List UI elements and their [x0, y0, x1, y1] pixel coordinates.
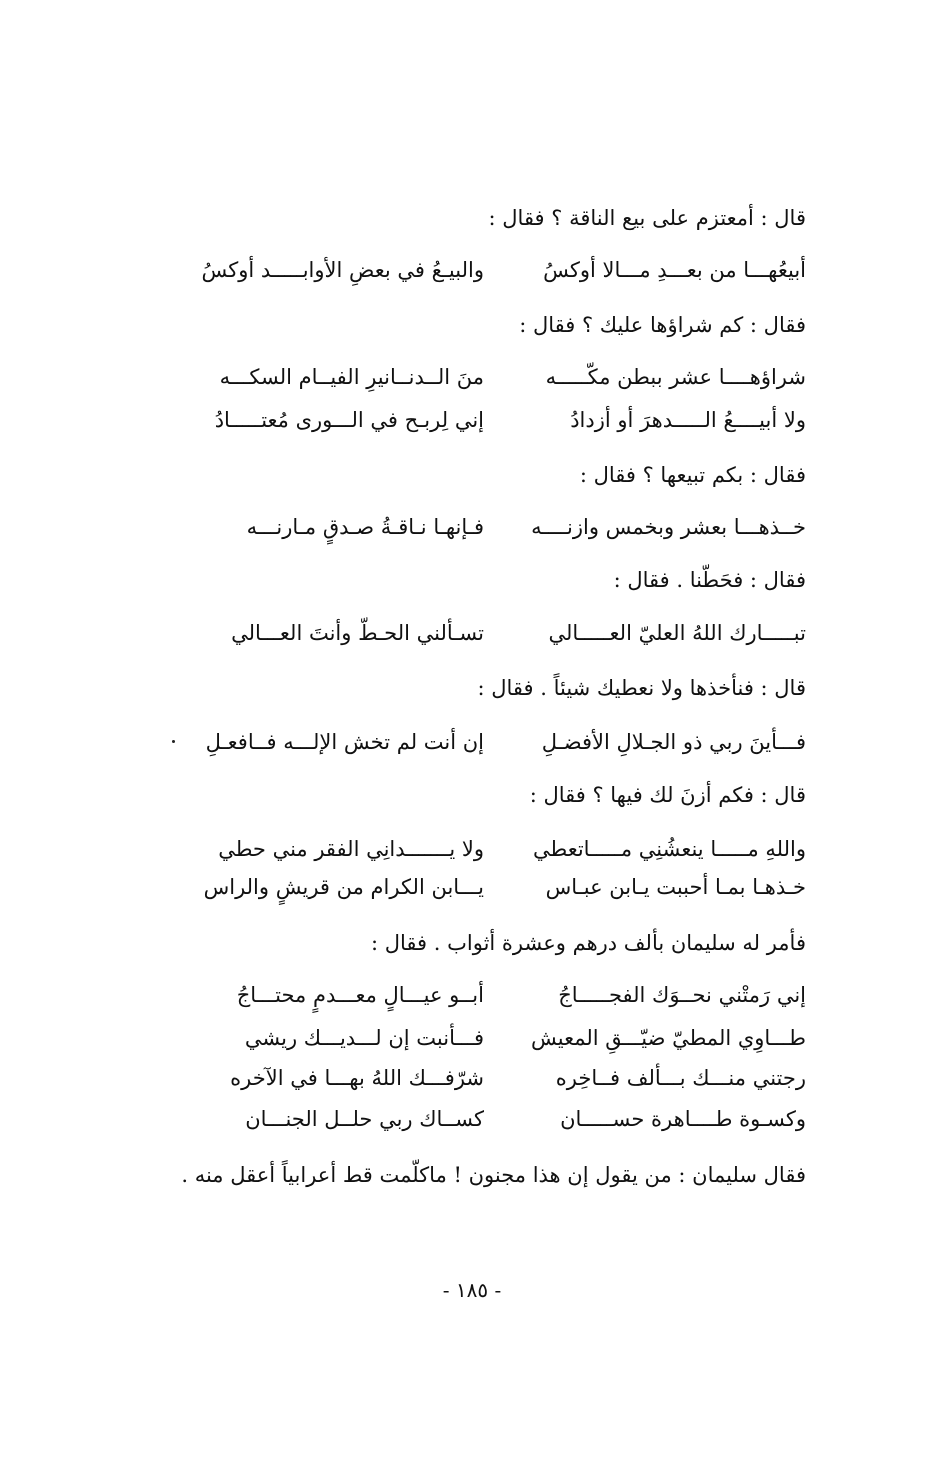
page-number: - ١٨٥ -	[442, 1278, 502, 1302]
prose-line: قال : فكم أزنَ لك فيها ؟ فقال :	[529, 783, 806, 807]
verse-second-hemistich: منَ الــدنــانيرِ الفيــام السكـــه	[219, 365, 484, 389]
verse-first-hemistich: واللهِ مـــــا ينعشُنِي مـــــاتعطي	[532, 837, 806, 861]
verse-second-hemistich: إني لِربـح في الـــورى مُعتـــــادُ	[214, 408, 484, 432]
verse-first-hemistich: أبيعُهـــا من بعـــدِ مـــالا أوكسُ	[543, 258, 806, 282]
verse-first-hemistich: خـذهـا بمـا أحببت يـابن عبـاس	[545, 875, 806, 899]
verse-second-hemistich: شرّفـــك اللهُ بهـــا في الآخره	[230, 1066, 484, 1090]
verse-second-hemistich: فـإنهـا نـاقـةُ صـدقٍ مـارنـــه	[246, 515, 484, 539]
verse-first-hemistich: ولا أبيــــعُ الـــــدهرَ أو أزدادُ	[570, 408, 806, 432]
verse-first-hemistich: إني رَمتْني نحــوَك الفجـــــاجُ	[558, 983, 806, 1007]
verse-first-hemistich: خــذهـــا بعشر وبخمس وازنــــه	[531, 515, 806, 539]
verse-first-hemistich: شراؤهــــا عشر ببطن مكّـــــه	[545, 365, 806, 389]
stray-mark	[172, 740, 175, 743]
prose-line: قال : فنأخذها ولا نعطيك شيئاً . فقال :	[477, 676, 806, 700]
verse-second-hemistich: ولا يـــــــدانِي الفقر مني حطي	[218, 837, 484, 861]
verse-second-hemistich: إن أنت لم تخش الإلـــه فــافعـلِ	[205, 730, 484, 754]
verse-first-hemistich: فـــأينَ ربي ذو الجـلالِ الأفضـلِ	[541, 730, 806, 754]
prose-line: فأمر له سليمان بألف درهم وعشرة أثواب . فقال :	[371, 931, 806, 955]
verse-first-hemistich: رجتني منـــك بـــألف فــاخِره	[555, 1066, 806, 1090]
prose-line: فقال : بكم تبيعها ؟ فقال :	[579, 463, 806, 487]
verse-first-hemistich: تبـــــارك اللهُ العليّ العـــــالي	[548, 621, 806, 645]
verse-second-hemistich: يـــابن الكرام من قريشٍ والراس	[203, 875, 484, 899]
prose-line: فقال سليمان : من يقول إن هذا مجنون ! ماكلّمت قط أعرابياً أعقل منه .	[181, 1163, 806, 1187]
verse-second-hemistich: فـــأنبت إن لـــديـــك ريشي	[244, 1026, 484, 1050]
verse-second-hemistich: والبيـعُ في بعضِ الأوابـــــد أوكسُ	[201, 258, 484, 282]
prose-line: فقال : فحَطّنا . فقال :	[613, 568, 806, 592]
verse-first-hemistich: وكسـوة طــــاهرة حســـــان	[560, 1107, 806, 1131]
prose-line: فقال : كم شراؤها عليك ؟ فقال :	[519, 313, 806, 337]
verse-second-hemistich: كســاك ربي حلــل الجنـــان	[245, 1107, 484, 1131]
prose-line: قال : أمعتزم على بيع الناقة ؟ فقال :	[488, 206, 806, 230]
verse-second-hemistich: أبــو عيـــالٍ معـــدمٍ محتـــاجُ	[236, 983, 484, 1007]
verse-first-hemistich: طـــاوِي المطيّ ضيّـــقِ المعيش	[530, 1026, 806, 1050]
verse-second-hemistich: تسـألني الحـطّ وأنتَ العـــالي	[231, 621, 484, 645]
